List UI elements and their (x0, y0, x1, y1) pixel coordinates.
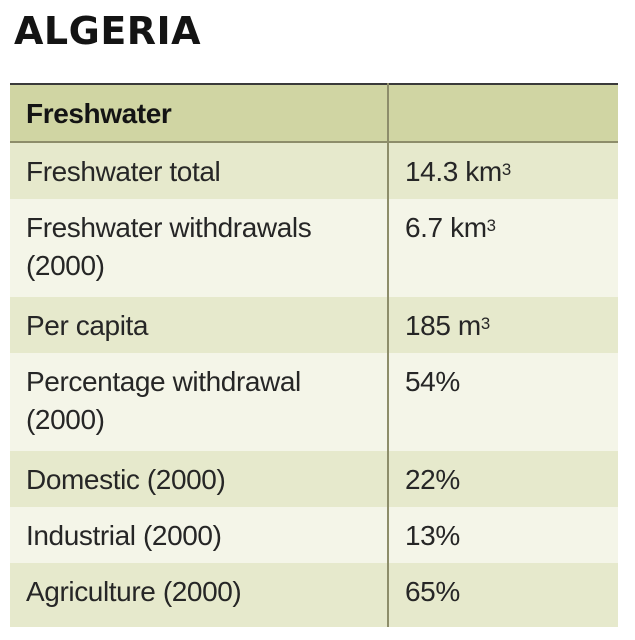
row-value: 65% (388, 563, 618, 627)
row-label: Agriculture (2000) (10, 563, 388, 627)
row-label: Percentage withdrawal (2000) (10, 353, 388, 451)
row-label: Per capita (10, 297, 388, 353)
table-row (10, 297, 618, 353)
table-header: Freshwater (10, 84, 388, 142)
page-title: ALGERIA (14, 9, 202, 53)
row-label: Freshwater withdrawals (2000) (10, 199, 388, 297)
table-row (10, 507, 618, 563)
row-value: 54% (388, 353, 618, 451)
freshwater-table (10, 83, 618, 627)
row-label: Domestic (2000) (10, 451, 388, 507)
table-row (10, 353, 618, 451)
row-value: 185 $m^3$ (388, 297, 618, 353)
row-label: Freshwater total (10, 142, 388, 199)
row-value: 14.3 $km^3$ (388, 142, 618, 199)
row-value: 22% (388, 451, 618, 507)
row-value: 13% (388, 507, 618, 563)
table-row (10, 563, 618, 627)
table-row (10, 451, 618, 507)
row-value: 6.7 $km^3$ (388, 199, 618, 297)
row-label: Industrial (2000) (10, 507, 388, 563)
table-row (10, 199, 618, 297)
table-header-empty-cell (388, 84, 618, 142)
table-header-row (10, 84, 618, 142)
table-row (10, 142, 618, 199)
